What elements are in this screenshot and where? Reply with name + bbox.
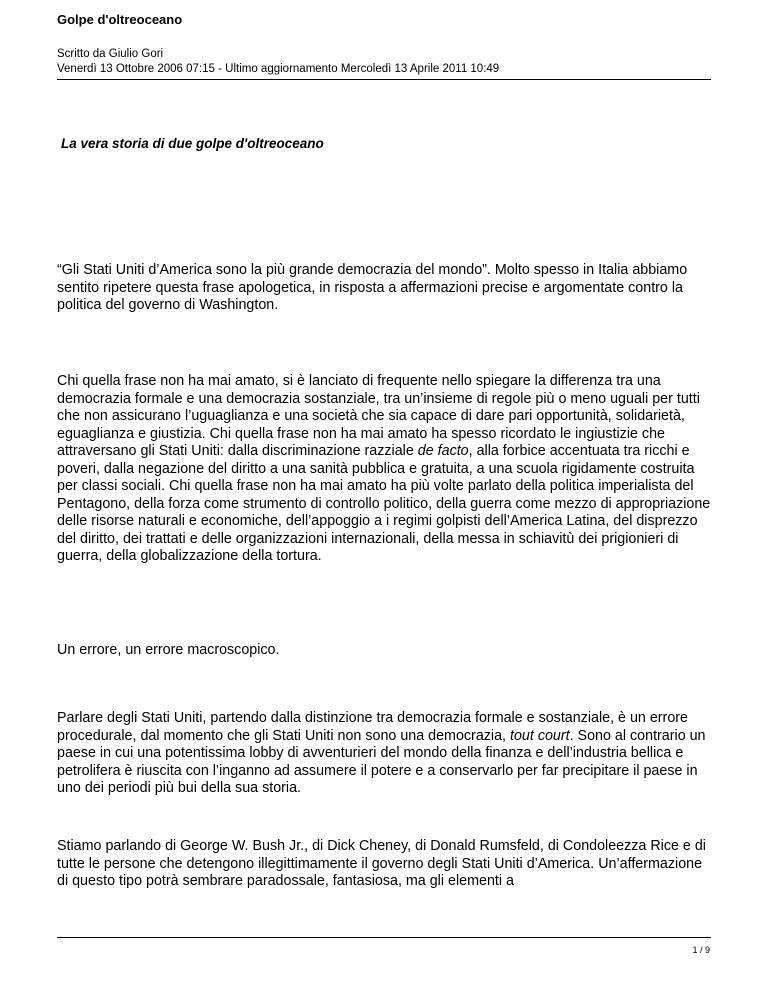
paragraph-3: Un errore, un errore macroscopico. — [57, 642, 280, 658]
date-line: Venerdì 13 Ottobre 2006 07:15 - Ultimo aggiornamento Mercoledì 13 Aprile 2011 10:49 — [57, 62, 500, 75]
author-line: Scritto da Giulio Gori — [57, 48, 164, 60]
paragraph-4-text-b: . Sono al contrario un paese in cui una potentissima lobby di avventurieri del mondo della finanza e dell’industria bellica e petrolifera è riuscita con l’inganno ad assumere il potere e a conservarlo per far precipitare il paese in uno dei periodi più bui della sua storia. — [57, 727, 706, 796]
paragraph-4-emphasis: tout court — [510, 727, 570, 744]
paragraph-2-text-a: Chi quella frase non ha mai amato, si è lanciato di frequente nello spiegare la differenza tra una democrazia formale e una democrazia sostanziale, tra un’insieme di regole più o meno uguali per tutti che non assicurano l’uguaglianza e una società che sia capace di dare pari opportunità, solidarietà, eguaglianza e giustizia. Chi quella frase non ha mai amato ha spesso ricordato le ingiustizie che attraversano gli Stati Uniti: dalla discriminazione razziale — [57, 373, 700, 459]
footer-divider — [57, 937, 711, 938]
paragraph-2-emphasis: de facto — [417, 443, 469, 459]
paragraph-5: Stiamo parlando di George W. Bush Jr., di Dick Cheney, di Donald Rumsfeld, di Condoleezza Rice e di tutte le persone che detengono illegittimamente il governo degli Stati Uniti d’America. Un’affermazione di questo tipo potrà sembrare paradossale, fantasiosa, ma gli elementi a — [57, 838, 706, 889]
page-number: 1 / 9 — [692, 945, 710, 955]
header-divider — [57, 79, 711, 80]
page-header — [57, 12, 711, 76]
document-title: Golpe d'oltreoceano — [57, 12, 183, 27]
article-heading: La vera storia di due golpe d'oltreoceano — [61, 136, 324, 151]
paragraph-4 — [57, 710, 717, 798]
paragraph-2-text-b: , alla forbice accentuata tra ricchi e poveri, dalla negazione del diritto a una sanità pubblica e gratuita, a una scuola rigidamente costruita per classi sociali. Chi quella frase non ha mai amato ha più volte parlato della politica imperialista del Pentagono, della forza come strumento di controllo politico, della guerra come mezzo di appropriazione delle risorse naturali e economiche, dell’appoggio a i regimi golpisti dell’America Latina, del disprezzo del diritto, dei trattati e delle organizzazioni internazionali, della messa in schiavitù dei prigionieri di guerra, della globalizzazione della tortura. — [57, 443, 711, 564]
paragraph-1: “Gli Stati Uniti d’America sono la più grande democrazia del mondo”. Molto spesso in Italia abbiamo sentito ripetere questa frase apologetica, in risposta a affermazioni precise e argomentate contro la politica del governo di Washington. — [57, 262, 688, 313]
paragraph-2 — [57, 373, 717, 566]
article-meta — [57, 47, 711, 76]
paragraph-4-text-a: Parlare degli Stati Uniti, partendo dalla distinzione tra democrazia formale e sostanziale, è un errore procedurale, dal momento che gli Stati Uniti non sono una democrazia, — [57, 710, 688, 744]
